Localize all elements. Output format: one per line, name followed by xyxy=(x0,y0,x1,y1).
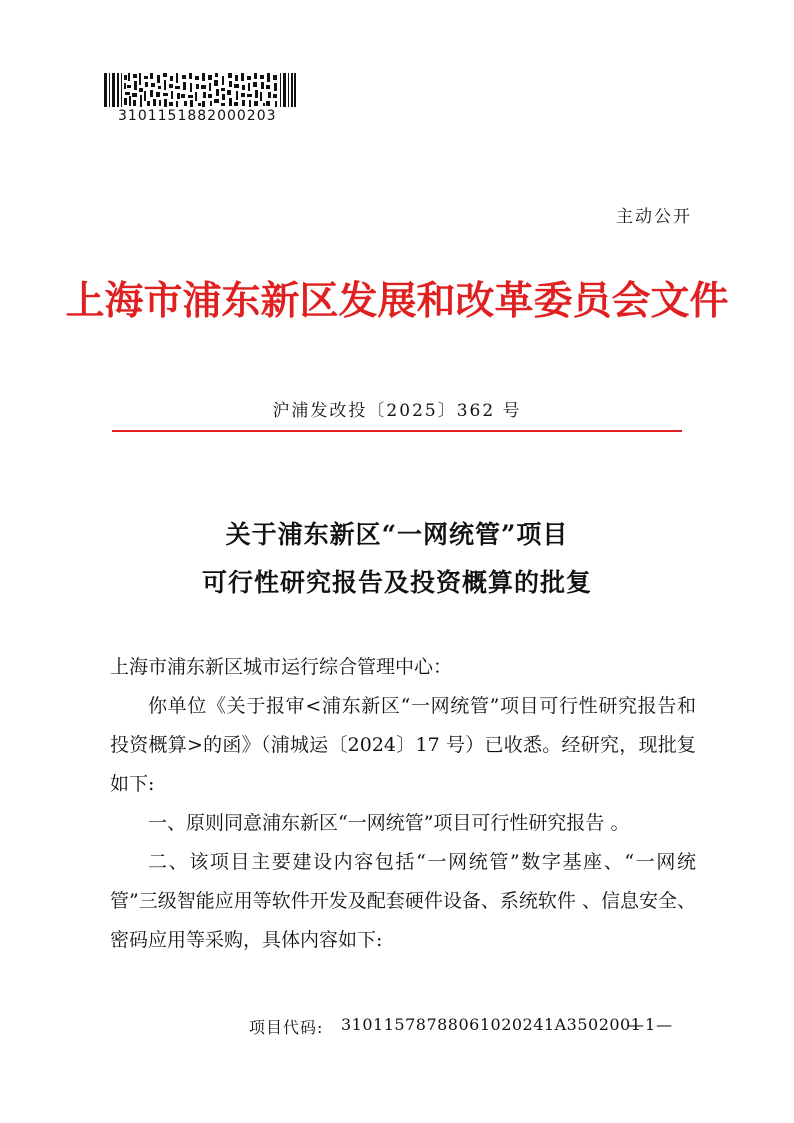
document-title-line-1: 关于浦东新区“一网统管”项目 xyxy=(225,520,569,549)
page-number: —1— xyxy=(628,1015,674,1034)
document-title-line-2: 可行性研究报告及投资概算的批复 xyxy=(201,568,592,597)
disclosure-label: 主动公开 xyxy=(616,207,692,227)
barcode-icon xyxy=(104,73,296,107)
paragraph-2: 一、原则同意浦东新区“一网统管”项目可行性研究报告 。 xyxy=(148,812,630,834)
issuing-agency-title: 上海市浦东新区发展和改革委员会文件 xyxy=(65,278,729,324)
recipient: 上海市浦东新区城市运行综合管理中心： xyxy=(110,656,453,678)
barcode-number: 3101151882000203 xyxy=(118,108,277,124)
project-code-value: 31011578788061020241A3502001 xyxy=(341,1015,642,1034)
paragraph-1: 你单位《关于报审<浦东新区“一网统管”项目可行性研究报告和投资概算>的函》（浦城运〔2024〕17 号）已收悉。经研究，现批复如下: xyxy=(110,695,696,795)
document-body xyxy=(110,648,696,960)
document-number: 沪浦发改投〔2025〕362 号 xyxy=(272,401,522,421)
project-code-label: 项目代码: xyxy=(249,1018,324,1037)
red-divider xyxy=(112,430,682,432)
paragraph-3: 二、该项目主要建设内容包括“一网统管”数字基座、“一网统管”三级智能应用等软件开发及配套硬件设备、系统软件 、信息安全、密码应用等采购，具体内容如下: xyxy=(110,851,696,951)
